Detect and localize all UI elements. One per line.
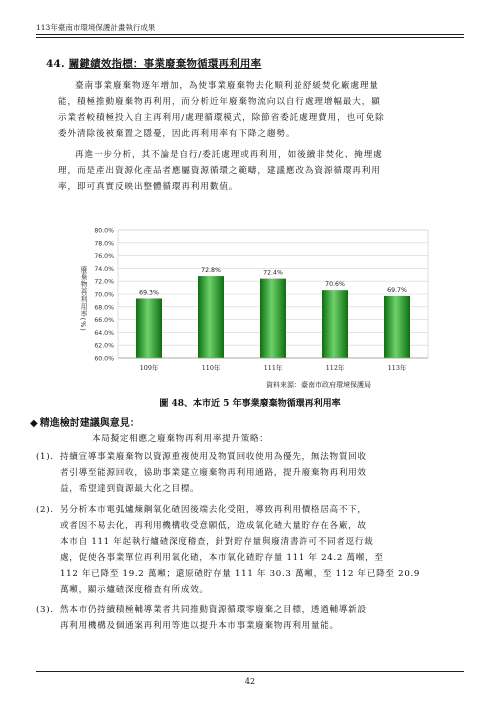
review-heading xyxy=(30,414,140,429)
section-heading: 關鍵績效指標：事業廢棄物循環再利用率 xyxy=(68,58,262,70)
figure-caption: 圖 48、本市近 5 年事業廢棄物循環再利用率 xyxy=(159,399,341,409)
paragraph-line: 委外清除後被棄置之隱憂，因此再利用率有下降之趨勢。 xyxy=(58,129,296,139)
y-tick-label: 60.0% xyxy=(94,355,114,363)
chart-source: 資料來源：臺南市政府環境保護局 xyxy=(266,381,371,389)
bar xyxy=(322,290,348,358)
paragraph-line: 理，而是產出資源化產品者應屬資源循環之範疇，建議應改為資源循環再利用 xyxy=(58,166,381,176)
data-label: 72.4% xyxy=(263,269,283,277)
header-rule-thin xyxy=(36,37,464,38)
section-title xyxy=(46,56,261,71)
data-label: 72.8% xyxy=(201,267,221,275)
x-tick-label: 110年 xyxy=(201,364,221,372)
item-line: 萬噸，顯示爐碴深度稽查有所成效。 xyxy=(60,585,209,595)
item-line: 本市自 111 年起執行爐碴深度稽查，針對貯存量與廢清書許可不同者逕行裁 xyxy=(60,537,374,547)
paragraph-line: 能，積極推動廢棄物再利用，而分析近年廢棄物流向以自行處理增幅最大，顯 xyxy=(58,97,381,107)
diamond-bullet-icon: ◆ xyxy=(30,418,38,429)
paragraph-1 xyxy=(58,78,456,142)
data-label: 69.3% xyxy=(139,289,159,297)
paragraph-2 xyxy=(58,147,456,195)
item-line: 者引導至能源回收，協助事業建立廢棄物再利用通路，提升廢棄物再利用效 xyxy=(60,468,367,478)
paragraph-line: 示業者較積極投入自主再利用/處理循環模式，除節省委託處理費用，也可免除 xyxy=(58,113,385,123)
x-tick-label: 113年 xyxy=(387,364,407,372)
y-tick-label: 76.0% xyxy=(94,253,114,261)
header-rule xyxy=(36,34,464,35)
data-label: 69.7% xyxy=(387,286,407,294)
item-number: (3). xyxy=(36,605,54,615)
running-header: 113年臺南市環境保護計畫執行成果 xyxy=(36,23,156,32)
x-tick-label: 112年 xyxy=(325,364,345,372)
paragraph-line: 再進一步分析，其不論是自行/委託處理或再利用，如後續非焚化、掩埋處 xyxy=(75,150,383,160)
paragraph-line: 臺南事業廢棄物逐年增加，為使事業廢棄物去化順利並舒緩焚化廠處理量 xyxy=(75,81,379,91)
item-line: 處，促使各事業單位再利用氧化碴，本市氧化碴貯存量 111 年 24.2 萬噸，至 xyxy=(60,553,384,563)
item-number: (2). xyxy=(36,505,54,515)
item-line: 或者因不易去化，再利用機構收受意願低，造成氧化碴大量貯存在各廠，故 xyxy=(60,521,367,531)
bar xyxy=(198,276,224,358)
review-intro: 本局擬定相應之廢棄物再利用率提升策略： xyxy=(92,434,269,444)
bar-chart-svg xyxy=(56,220,456,378)
item-line: 112 年已降至 19.2 萬噸；還原碴貯存量 111 年 30.3 萬噸，至 112 年已降至 20.9 xyxy=(60,569,421,579)
recycling-rate-chart xyxy=(56,220,456,392)
y-tick-label: 66.0% xyxy=(94,317,114,325)
bar xyxy=(384,296,410,358)
page-number: 42 xyxy=(244,677,256,686)
y-tick-label: 68.0% xyxy=(94,304,114,312)
section-number: 44. xyxy=(46,58,65,70)
item-line: 另分析本市電弧爐煉鋼氧化碴因後端去化受阻，導致再利用價格居高不下， xyxy=(60,505,367,515)
paragraph-line: 率，即可真實反映出整體循環再利用數值。 xyxy=(58,182,239,192)
footer-rule xyxy=(36,671,464,672)
x-tick-label: 111年 xyxy=(263,364,283,372)
item-line: 然本市仍持續積極輔導業者共同推動資源循環零廢棄之目標，透過輔導新設 xyxy=(60,605,367,615)
item-line: 持續宣導事業廢棄物以資源重複使用及物質回收使用為優先，無法物質回收 xyxy=(60,452,367,462)
x-tick-label: 109年 xyxy=(139,364,159,372)
bar xyxy=(260,279,286,358)
review-item-1 xyxy=(36,449,460,497)
item-line: 再利用機構及個通案再利用等進以提升本市事業廢棄物再利用量能。 xyxy=(60,621,339,631)
bar xyxy=(136,298,162,358)
review-item-3 xyxy=(36,602,460,634)
review-item-2 xyxy=(36,502,460,598)
item-number: (1). xyxy=(36,452,54,462)
y-tick-label: 74.0% xyxy=(94,265,114,273)
review-title: 精進檢討建議與意見： xyxy=(39,418,140,429)
y-tick-label: 78.0% xyxy=(94,240,114,248)
y-tick-label: 64.0% xyxy=(94,329,114,337)
item-line: 益，希望達到資源最大化之目標。 xyxy=(60,484,200,494)
y-tick-label: 62.0% xyxy=(94,342,114,350)
y-tick-label: 72.0% xyxy=(94,278,114,286)
y-tick-label: 70.0% xyxy=(94,291,114,299)
y-tick-label: 80.0% xyxy=(94,227,114,235)
y-axis-label: 廢棄物再利用率(%) xyxy=(79,266,87,332)
data-label: 70.6% xyxy=(325,281,345,289)
